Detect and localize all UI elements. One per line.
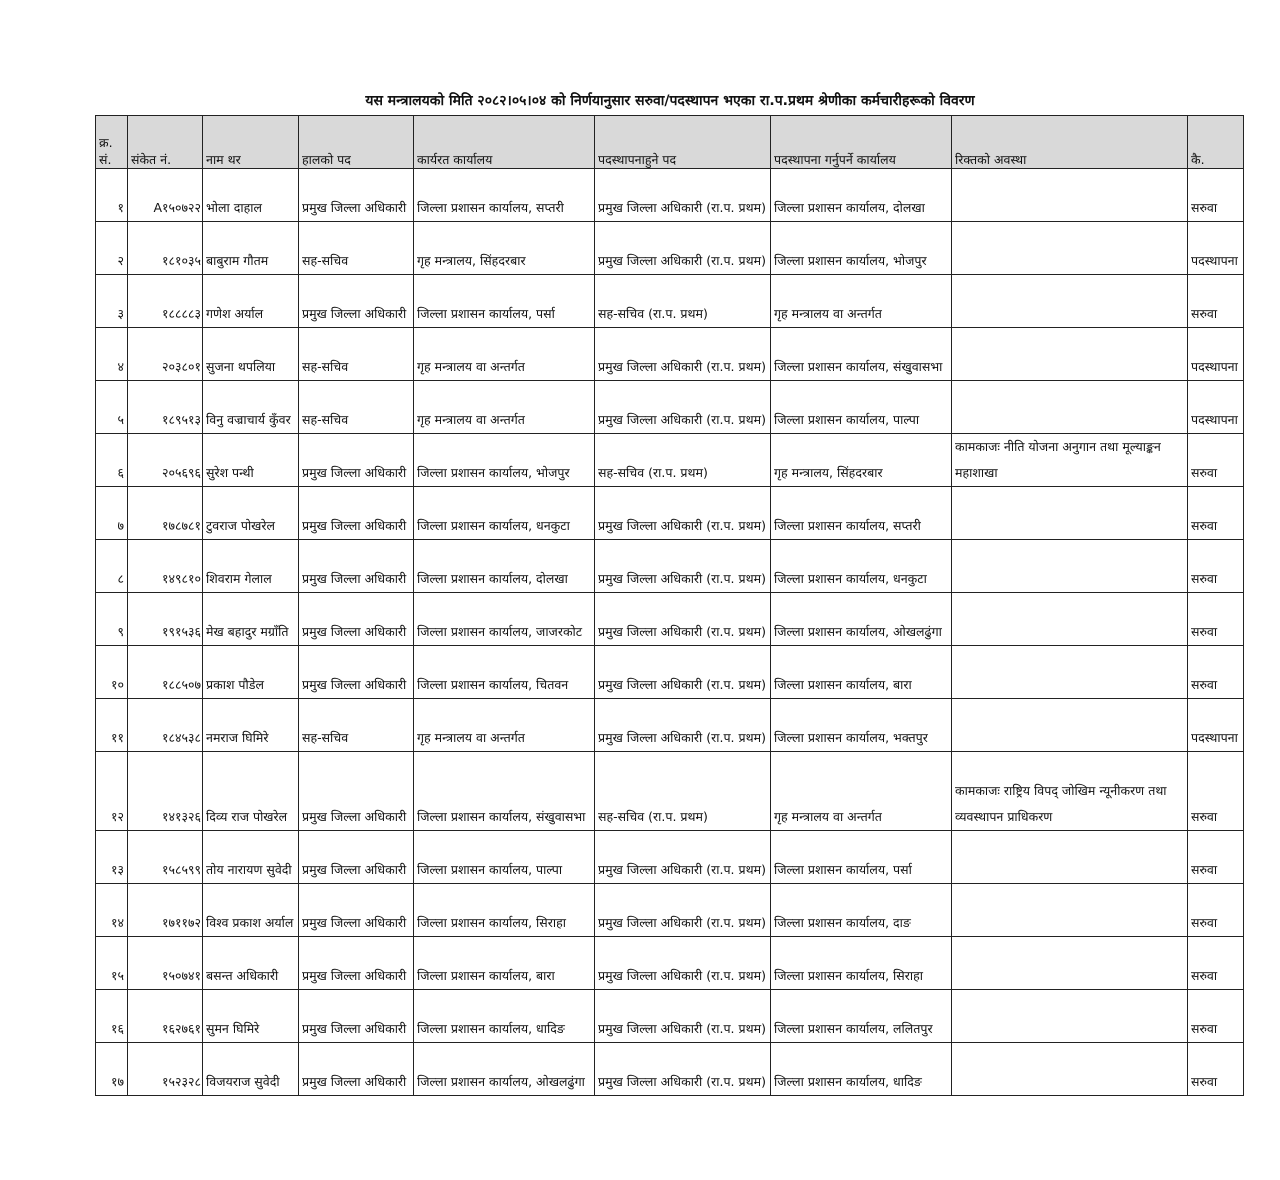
current-post-cell: सह-सचिव — [299, 699, 414, 752]
table-row — [96, 540, 1244, 593]
vacancy-status-cell — [952, 831, 1188, 884]
header-new-office: पदस्थापना गर्नुपर्ने कार्यालय — [771, 116, 952, 169]
current-post-cell: प्रमुख जिल्ला अधिकारी — [299, 752, 414, 831]
vacancy-status-cell — [952, 699, 1188, 752]
new-post-cell: प्रमुख जिल्ला अधिकारी (रा.प. प्रथम) — [595, 593, 771, 646]
current-office-cell: गृह मन्त्रालय वा अन्तर्गत — [414, 381, 595, 434]
serial-cell: १५ — [96, 937, 128, 990]
name-cell: विश्व प्रकाश अर्याल — [203, 884, 299, 937]
code-cell: १८९५१३ — [128, 381, 203, 434]
current-post-cell: सह-सचिव — [299, 222, 414, 275]
current-office-cell: जिल्ला प्रशासन कार्यालय, धनकुटा — [414, 487, 595, 540]
remarks-cell: सरुवा — [1188, 990, 1244, 1043]
serial-cell: ९ — [96, 593, 128, 646]
current-post-cell: सह-सचिव — [299, 381, 414, 434]
new-office-cell: जिल्ला प्रशासन कार्यालय, ओखलढुंगा — [771, 593, 952, 646]
table-row — [96, 275, 1244, 328]
new-office-cell: जिल्ला प्रशासन कार्यालय, भोजपुर — [771, 222, 952, 275]
table-row — [96, 222, 1244, 275]
table-body — [96, 169, 1244, 1096]
serial-cell: १० — [96, 646, 128, 699]
vacancy-status-cell — [952, 1043, 1188, 1096]
remarks-cell: पदस्थापना — [1188, 699, 1244, 752]
current-office-cell: जिल्ला प्रशासन कार्यालय, ओखलढुंगा — [414, 1043, 595, 1096]
remarks-cell: सरुवा — [1188, 487, 1244, 540]
remarks-cell: सरुवा — [1188, 169, 1244, 222]
new-post-cell: सह-सचिव (रा.प. प्रथम) — [595, 275, 771, 328]
new-post-cell: सह-सचिव (रा.प. प्रथम) — [595, 434, 771, 487]
remarks-cell: सरुवा — [1188, 752, 1244, 831]
name-cell: बाबुराम गौतम — [203, 222, 299, 275]
name-cell: प्रकाश पौडेल — [203, 646, 299, 699]
remarks-cell: सरुवा — [1188, 275, 1244, 328]
table-row — [96, 831, 1244, 884]
vacancy-status-cell — [952, 487, 1188, 540]
table-row — [96, 328, 1244, 381]
header-remarks: कै. — [1188, 116, 1244, 169]
name-cell: भोला दाहाल — [203, 169, 299, 222]
new-office-cell: जिल्ला प्रशासन कार्यालय, संखुवासभा — [771, 328, 952, 381]
current-post-cell: प्रमुख जिल्ला अधिकारी — [299, 540, 414, 593]
new-office-cell: जिल्ला प्रशासन कार्यालय, धादिङ — [771, 1043, 952, 1096]
header-current-post: हालको पद — [299, 116, 414, 169]
table-row — [96, 884, 1244, 937]
code-cell: १५२३२८ — [128, 1043, 203, 1096]
remarks-cell: सरुवा — [1188, 646, 1244, 699]
remarks-cell: सरुवा — [1188, 884, 1244, 937]
new-post-cell: प्रमुख जिल्ला अधिकारी (रा.प. प्रथम) — [595, 169, 771, 222]
current-office-cell: जिल्ला प्रशासन कार्यालय, पर्सा — [414, 275, 595, 328]
vacancy-status-cell — [952, 593, 1188, 646]
table-row — [96, 646, 1244, 699]
serial-cell: १४ — [96, 884, 128, 937]
remarks-cell: सरुवा — [1188, 434, 1244, 487]
remarks-cell: सरुवा — [1188, 593, 1244, 646]
current-post-cell: प्रमुख जिल्ला अधिकारी — [299, 646, 414, 699]
code-cell: १४१३२६ — [128, 752, 203, 831]
serial-cell: १ — [96, 169, 128, 222]
vacancy-status-cell — [952, 222, 1188, 275]
header-new-post: पदस्थापनाहुने पद — [595, 116, 771, 169]
vacancy-status-cell: कामकाजः नीति योजना अनुगान तथा मूल्याङ्कन महाशाखा — [952, 434, 1188, 487]
current-post-cell: प्रमुख जिल्ला अधिकारी — [299, 831, 414, 884]
vacancy-status-cell — [952, 884, 1188, 937]
current-office-cell: जिल्ला प्रशासन कार्यालय, बारा — [414, 937, 595, 990]
name-cell: मेख बहादुर मग्राँति — [203, 593, 299, 646]
remarks-cell: सरुवा — [1188, 831, 1244, 884]
new-post-cell: प्रमुख जिल्ला अधिकारी (रा.प. प्रथम) — [595, 699, 771, 752]
name-cell: विजयराज सुवेदी — [203, 1043, 299, 1096]
new-office-cell: जिल्ला प्रशासन कार्यालय, धनकुटा — [771, 540, 952, 593]
serial-cell: ५ — [96, 381, 128, 434]
name-cell: बसन्त अधिकारी — [203, 937, 299, 990]
current-post-cell: प्रमुख जिल्ला अधिकारी — [299, 434, 414, 487]
vacancy-status-cell: कामकाजः राष्ट्रिय विपद् जोखिम न्यूनीकरण तथा व्यवस्थापन प्राधिकरण — [952, 752, 1188, 831]
code-cell: १९१५३६ — [128, 593, 203, 646]
header-name: नाम थर — [203, 116, 299, 169]
table-row — [96, 937, 1244, 990]
serial-cell: ३ — [96, 275, 128, 328]
remarks-cell: पदस्थापना — [1188, 328, 1244, 381]
serial-cell: २ — [96, 222, 128, 275]
new-office-cell: जिल्ला प्रशासन कार्यालय, ललितपुर — [771, 990, 952, 1043]
name-cell: गणेश अर्याल — [203, 275, 299, 328]
serial-cell: ८ — [96, 540, 128, 593]
current-post-cell: प्रमुख जिल्ला अधिकारी — [299, 593, 414, 646]
vacancy-status-cell — [952, 937, 1188, 990]
current-post-cell: प्रमुख जिल्ला अधिकारी — [299, 487, 414, 540]
new-office-cell: जिल्ला प्रशासन कार्यालय, भक्तपुर — [771, 699, 952, 752]
remarks-cell: पदस्थापना — [1188, 381, 1244, 434]
code-cell: २०३८०१ — [128, 328, 203, 381]
table-row — [96, 169, 1244, 222]
new-office-cell: जिल्ला प्रशासन कार्यालय, पर्सा — [771, 831, 952, 884]
current-office-cell: जिल्ला प्रशासन कार्यालय, पाल्पा — [414, 831, 595, 884]
new-office-cell: गृह मन्त्रालय वा अन्तर्गत — [771, 752, 952, 831]
code-cell: १५०७४१ — [128, 937, 203, 990]
new-post-cell: प्रमुख जिल्ला अधिकारी (रा.प. प्रथम) — [595, 990, 771, 1043]
code-cell: १७८७८१ — [128, 487, 203, 540]
current-office-cell: जिल्ला प्रशासन कार्यालय, चितवन — [414, 646, 595, 699]
name-cell: दिव्य राज पोखरेल — [203, 752, 299, 831]
new-post-cell: प्रमुख जिल्ला अधिकारी (रा.प. प्रथम) — [595, 222, 771, 275]
current-office-cell: गृह मन्त्रालय वा अन्तर्गत — [414, 699, 595, 752]
table-row — [96, 593, 1244, 646]
new-office-cell: जिल्ला प्रशासन कार्यालय, बारा — [771, 646, 952, 699]
current-office-cell: जिल्ला प्रशासन कार्यालय, जाजरकोट — [414, 593, 595, 646]
table-row — [96, 1043, 1244, 1096]
serial-cell: १६ — [96, 990, 128, 1043]
table-row — [96, 434, 1244, 487]
header-code: संकेत नं. — [128, 116, 203, 169]
table-row — [96, 381, 1244, 434]
current-post-cell: प्रमुख जिल्ला अधिकारी — [299, 884, 414, 937]
new-post-cell: प्रमुख जिल्ला अधिकारी (रा.प. प्रथम) — [595, 1043, 771, 1096]
transfer-table — [95, 115, 1244, 1096]
vacancy-status-cell — [952, 381, 1188, 434]
serial-cell: १२ — [96, 752, 128, 831]
current-post-cell: सह-सचिव — [299, 328, 414, 381]
new-post-cell: प्रमुख जिल्ला अधिकारी (रा.प. प्रथम) — [595, 540, 771, 593]
current-office-cell: जिल्ला प्रशासन कार्यालय, धादिङ — [414, 990, 595, 1043]
vacancy-status-cell — [952, 990, 1188, 1043]
remarks-cell: पदस्थापना — [1188, 222, 1244, 275]
remarks-cell: सरुवा — [1188, 540, 1244, 593]
header-serial: क्र. सं. — [96, 116, 128, 169]
current-office-cell: गृह मन्त्रालय, सिंहदरबार — [414, 222, 595, 275]
name-cell: सुजना थपलिया — [203, 328, 299, 381]
table-row — [96, 487, 1244, 540]
vacancy-status-cell — [952, 328, 1188, 381]
new-post-cell: प्रमुख जिल्ला अधिकारी (रा.प. प्रथम) — [595, 381, 771, 434]
serial-cell: १३ — [96, 831, 128, 884]
serial-cell: ६ — [96, 434, 128, 487]
code-cell: A१५०७२२ — [128, 169, 203, 222]
code-cell: १८१०३५ — [128, 222, 203, 275]
table-header-row — [96, 116, 1244, 169]
name-cell: टुवराज पोखरेल — [203, 487, 299, 540]
code-cell: १७११७२ — [128, 884, 203, 937]
name-cell: शिवराम गेलाल — [203, 540, 299, 593]
new-office-cell: जिल्ला प्रशासन कार्यालय, दाङ — [771, 884, 952, 937]
header-current-office: कार्यरत कार्यालय — [414, 116, 595, 169]
name-cell: सुमन घिमिरे — [203, 990, 299, 1043]
name-cell: तोय नारायण सुवेदी — [203, 831, 299, 884]
new-office-cell: गृह मन्त्रालय वा अन्तर्गत — [771, 275, 952, 328]
serial-cell: ११ — [96, 699, 128, 752]
name-cell: सुरेश पन्थी — [203, 434, 299, 487]
remarks-cell: सरुवा — [1188, 937, 1244, 990]
code-cell: १८८८८३ — [128, 275, 203, 328]
current-post-cell: प्रमुख जिल्ला अधिकारी — [299, 169, 414, 222]
current-post-cell: प्रमुख जिल्ला अधिकारी — [299, 275, 414, 328]
current-office-cell: जिल्ला प्रशासन कार्यालय, भोजपुर — [414, 434, 595, 487]
serial-cell: ७ — [96, 487, 128, 540]
current-office-cell: जिल्ला प्रशासन कार्यालय, संखुवासभा — [414, 752, 595, 831]
current-post-cell: प्रमुख जिल्ला अधिकारी — [299, 990, 414, 1043]
serial-cell: ४ — [96, 328, 128, 381]
table-row — [96, 699, 1244, 752]
new-post-cell: प्रमुख जिल्ला अधिकारी (रा.प. प्रथम) — [595, 831, 771, 884]
code-cell: १८८५०७ — [128, 646, 203, 699]
table-row — [96, 752, 1244, 831]
new-office-cell: जिल्ला प्रशासन कार्यालय, सप्तरी — [771, 487, 952, 540]
current-post-cell: प्रमुख जिल्ला अधिकारी — [299, 937, 414, 990]
name-cell: नमराज घिमिरे — [203, 699, 299, 752]
code-cell: १५८५९९ — [128, 831, 203, 884]
new-office-cell: जिल्ला प्रशासन कार्यालय, पाल्पा — [771, 381, 952, 434]
vacancy-status-cell — [952, 540, 1188, 593]
new-office-cell: गृह मन्त्रालय, सिंहदरबार — [771, 434, 952, 487]
current-office-cell: जिल्ला प्रशासन कार्यालय, दोलखा — [414, 540, 595, 593]
new-post-cell: प्रमुख जिल्ला अधिकारी (रा.प. प्रथम) — [595, 884, 771, 937]
new-post-cell: प्रमुख जिल्ला अधिकारी (रा.प. प्रथम) — [595, 328, 771, 381]
new-office-cell: जिल्ला प्रशासन कार्यालय, दोलखा — [771, 169, 952, 222]
table-row — [96, 990, 1244, 1043]
code-cell: २०५६९६ — [128, 434, 203, 487]
vacancy-status-cell — [952, 275, 1188, 328]
new-office-cell: जिल्ला प्रशासन कार्यालय, सिराहा — [771, 937, 952, 990]
code-cell: १४९८१० — [128, 540, 203, 593]
name-cell: विनु वज्राचार्य कुँवर — [203, 381, 299, 434]
serial-cell: १७ — [96, 1043, 128, 1096]
new-post-cell: प्रमुख जिल्ला अधिकारी (रा.प. प्रथम) — [595, 646, 771, 699]
new-post-cell: प्रमुख जिल्ला अधिकारी (रा.प. प्रथम) — [595, 937, 771, 990]
document-title: यस मन्त्रालयको मिति २०८२।०५।०४ को निर्णयानुसार सरुवा/पदस्थापन भएका रा.प.प्रथम श्रेणीका कर्मचारीहरूको विवरण — [365, 93, 975, 109]
header-vacancy-status: रिक्तको अवस्था — [952, 116, 1188, 169]
current-office-cell: गृह मन्त्रालय वा अन्तर्गत — [414, 328, 595, 381]
new-post-cell: सह-सचिव (रा.प. प्रथम) — [595, 752, 771, 831]
new-post-cell: प्रमुख जिल्ला अधिकारी (रा.प. प्रथम) — [595, 487, 771, 540]
code-cell: १८४५३८ — [128, 699, 203, 752]
current-office-cell: जिल्ला प्रशासन कार्यालय, सिराहा — [414, 884, 595, 937]
vacancy-status-cell — [952, 646, 1188, 699]
current-post-cell: प्रमुख जिल्ला अधिकारी — [299, 1043, 414, 1096]
remarks-cell: सरुवा — [1188, 1043, 1244, 1096]
code-cell: १६२७६१ — [128, 990, 203, 1043]
current-office-cell: जिल्ला प्रशासन कार्यालय, सप्तरी — [414, 169, 595, 222]
vacancy-status-cell — [952, 169, 1188, 222]
